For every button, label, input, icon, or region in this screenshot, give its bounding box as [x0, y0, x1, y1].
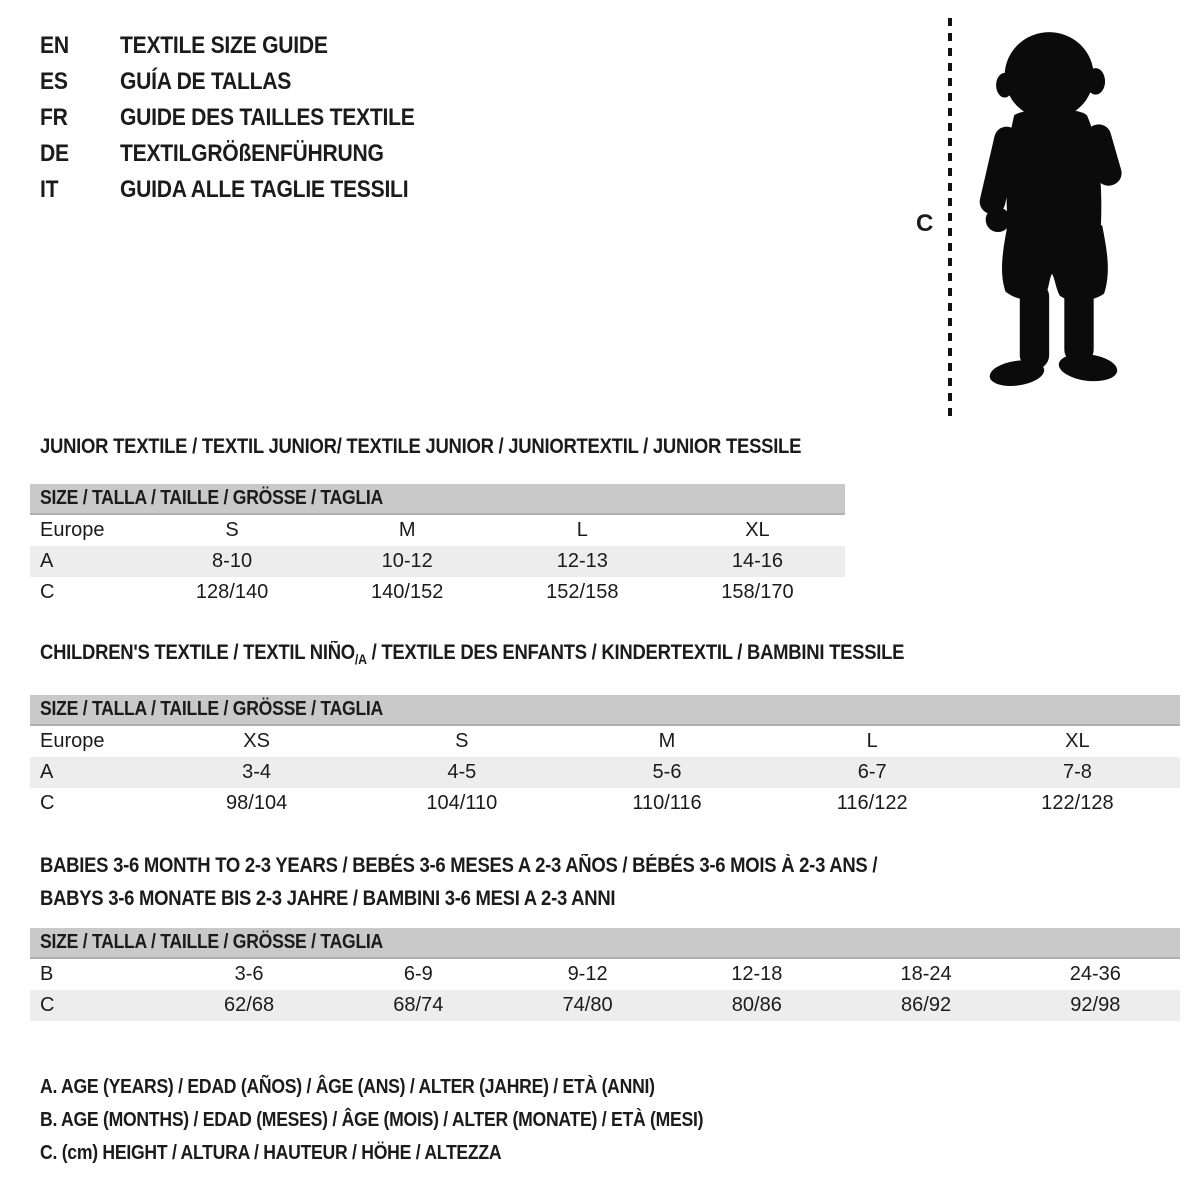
table-row [30, 726, 1180, 757]
table-row [30, 757, 1180, 788]
table-cell: 6-9 [403, 963, 433, 985]
table-cell: 14-16 [731, 550, 783, 572]
babies-section-title-line2: BABYS 3-6 MONATE BIS 2-3 JAHRE / BAMBINI 3-6 MESI A 2-3 ANNI [40, 887, 616, 910]
table-cell: 80/86 [731, 994, 782, 1016]
childrens-size-table [30, 695, 1180, 819]
row-label: Europe [40, 730, 105, 753]
table-cell: 98/104 [226, 792, 288, 815]
language-code: IT [40, 176, 59, 203]
table-cell: 152/158 [546, 581, 619, 603]
size-header-label: SIZE / TALLA / TAILLE / GRÖSSE / TAGLIA [40, 698, 384, 721]
height-measure-figure [900, 0, 1200, 430]
table-row [30, 959, 1180, 990]
row-label: A [40, 761, 54, 784]
table-cell: 122/128 [1041, 792, 1114, 815]
language-title: TEXTILGRÖßENFÜHRUNG [120, 140, 384, 167]
table-cell: 7-8 [1062, 761, 1092, 784]
table-row [30, 990, 1180, 1021]
table-cell: L [866, 730, 878, 753]
row-label: C [40, 581, 55, 603]
babies-table-rows [30, 959, 1180, 1021]
table-cell: 9-12 [567, 963, 608, 985]
table-cell: 68/74 [393, 994, 444, 1016]
babies-section [30, 849, 1180, 1021]
row-label: B [40, 963, 54, 985]
row-label: C [40, 994, 55, 1016]
table-cell: 104/110 [426, 792, 498, 815]
table-cell: 5-6 [652, 761, 682, 784]
table-cell: XS [243, 730, 270, 753]
measure-c-label: C [916, 210, 934, 237]
table-cell: S [225, 519, 239, 541]
table-cell: 18-24 [900, 963, 952, 985]
language-title: GUIDA ALLE TAGLIE TESSILI [120, 176, 409, 203]
row-label: Europe [40, 519, 105, 541]
table-cell: M [658, 730, 676, 753]
junior-textile-section [30, 436, 845, 608]
language-row [40, 28, 455, 64]
table-row [30, 546, 845, 577]
table-cell: M [398, 519, 416, 541]
junior-size-table [30, 484, 845, 608]
table-cell: XL [1065, 730, 1090, 753]
language-row [40, 172, 455, 208]
row-label: A [40, 550, 54, 572]
table-row [30, 515, 845, 546]
babies-size-table [30, 928, 1180, 1021]
table-cell: 116/122 [836, 792, 908, 815]
table-cell: 62/68 [224, 994, 275, 1016]
table-cell: 3-4 [242, 761, 272, 784]
legend-line-b: B. AGE (MONTHS) / EDAD (MESES) / ÂGE (MOIS) / ALTER (MONATE) / ETÀ (MESI) [40, 1109, 704, 1131]
table-cell: 110/116 [632, 792, 702, 815]
table-cell: 158/170 [721, 581, 794, 603]
language-row [40, 100, 455, 136]
size-header-bar [30, 928, 1180, 959]
childrens-textile-section [30, 642, 1180, 819]
table-cell: 128/140 [195, 581, 269, 603]
table-cell: 4-5 [447, 761, 477, 784]
language-row [40, 136, 455, 172]
table-row [30, 788, 1180, 819]
table-cell: 24-36 [1069, 963, 1121, 985]
size-header-label: SIZE / TALLA / TAILLE / GRÖSSE / TAGLIA [40, 931, 384, 953]
language-code: ES [40, 68, 68, 95]
childrens-section-title: CHILDREN'S TEXTILE / TEXTIL $NIÑO_{/A}$ / TEXTILE DES ENFANTS / KINDERTEXTIL / BAMBINI TESSILE [40, 641, 905, 668]
table-cell: 3-6 [234, 963, 264, 985]
language-title: GUÍA DE TALLAS [120, 68, 292, 95]
babies-section-title-line1: BABIES 3-6 MONTH TO 2-3 YEARS / BEBÉS 3-6 MESES A 2-3 AÑOS / BÉBÉS 3-6 MOIS À 2-3 ANS / [40, 854, 878, 877]
language-code: EN [40, 32, 69, 59]
table-cell: 12-13 [556, 550, 608, 572]
size-header-bar [30, 484, 845, 515]
toddler-silhouette-icon [962, 14, 1142, 416]
measure-legend [40, 1071, 794, 1170]
legend-line-a: A. AGE (YEARS) / EDAD (AÑOS) / ÂGE (ANS) / ALTER (JAHRE) / ETÀ (ANNI) [40, 1076, 655, 1098]
nino-a-subscript: /A [354, 651, 367, 668]
table-cell: 140/152 [371, 581, 444, 603]
childrens-table-rows [30, 726, 1180, 819]
row-label: C [40, 792, 55, 815]
language-row [40, 64, 455, 100]
size-header-bar [30, 695, 1180, 726]
junior-table-rows [30, 515, 845, 608]
language-code: FR [40, 104, 68, 131]
language-title: GUIDE DES TAILLES TEXTILE [120, 104, 415, 131]
table-cell: 86/92 [901, 994, 952, 1016]
table-cell: L [576, 519, 588, 541]
table-cell: 92/98 [1070, 994, 1121, 1016]
language-code: DE [40, 140, 69, 167]
junior-section-title: JUNIOR TEXTILE / TEXTIL JUNIOR/ TEXTILE JUNIOR / JUNIORTEXTIL / JUNIOR TESSILE [40, 435, 802, 458]
table-cell: 12-18 [731, 963, 783, 985]
table-cell: 8-10 [212, 550, 253, 572]
size-header-label: SIZE / TALLA / TAILLE / GRÖSSE / TAGLIA [40, 487, 384, 509]
table-cell: 10-12 [381, 550, 433, 572]
table-cell: 6-7 [857, 761, 887, 784]
table-row [30, 577, 845, 608]
legend-line-c: C. (cm) HEIGHT / ALTURA / HAUTEUR / HÖHE / ALTEZZA [40, 1142, 502, 1164]
table-cell: S [455, 730, 469, 753]
height-dashed-line [948, 18, 952, 418]
table-cell: 74/80 [562, 994, 613, 1016]
table-cell: XL [745, 519, 770, 541]
language-title: TEXTILE SIZE GUIDE [120, 32, 328, 59]
language-title-list [40, 28, 455, 208]
